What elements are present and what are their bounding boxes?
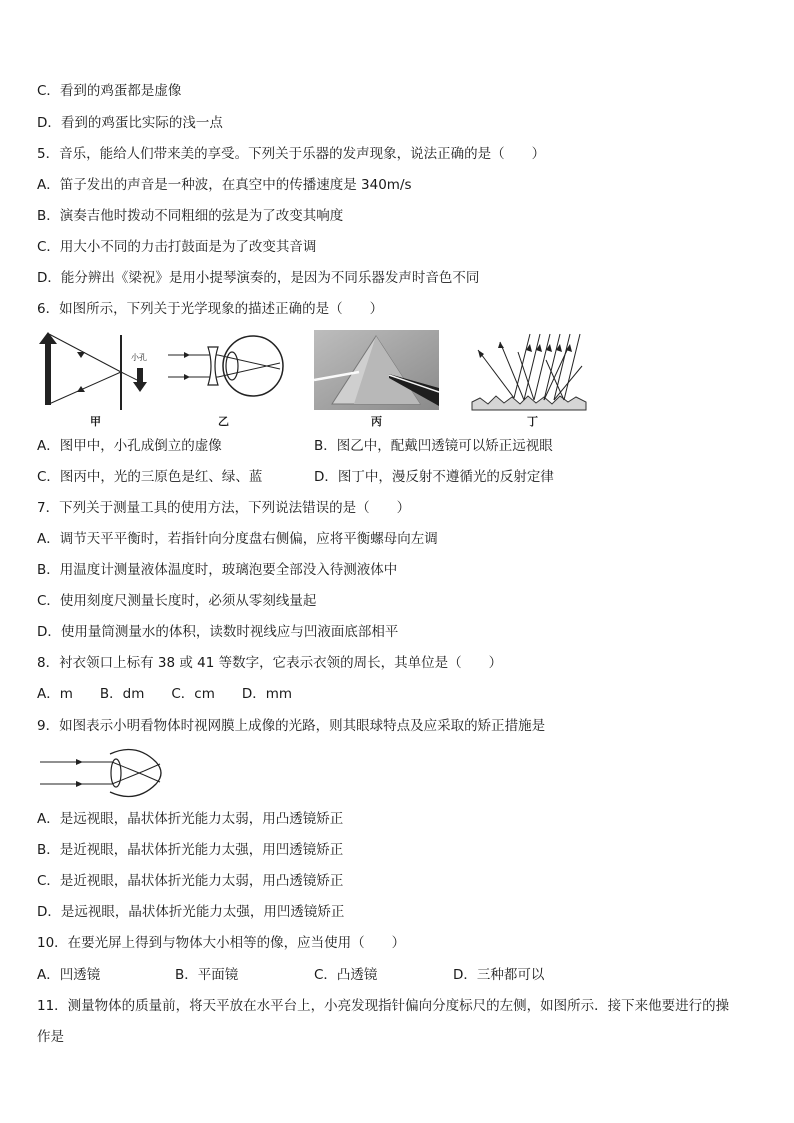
q9-option-d: D．是远视眼，晶状体折光能力太强，用凹透镜矫正	[37, 904, 345, 920]
q9-option-a: A．是远视眼，晶状体折光能力太弱，用凸透镜矫正	[37, 811, 344, 827]
inverted-arrow-image	[133, 368, 147, 392]
upright-arrow-object	[39, 332, 57, 405]
figure-bing-prism	[314, 330, 439, 410]
q6-option-d: D．图丁中，漫反射不遵循光的反射定律	[314, 469, 554, 485]
figure-label-jia: 甲	[90, 415, 101, 428]
q11-stem-continued: 作是	[37, 1029, 64, 1045]
figure-label-yi: 乙	[218, 415, 229, 428]
q5-option-d: D．能分辨出《梁祝》是用小提琴演奏的，是因为不同乐器发声时音色不同	[37, 270, 480, 286]
light-ray	[49, 372, 121, 404]
q9-option-b: B．是近视眼，晶状体折光能力太强，用凹透镜矫正	[37, 842, 344, 858]
q5-stem: 5．音乐，能给人们带来美的享受。下列关于乐器的发声现象，说法正确的是（ ）	[37, 146, 546, 162]
q6-option-b: B．图乙中，配戴凹透镜可以矫正远视眼	[314, 438, 553, 454]
light-ray	[49, 334, 121, 372]
q9-option-c: C．是近视眼，晶状体折光能力太弱，用凸透镜矫正	[37, 873, 344, 889]
q4-option-d: D．看到的鸡蛋比实际的浅一点	[37, 115, 223, 131]
figure-ding-diffuse-reflection	[470, 330, 588, 412]
q8-stem: 8．衬衣领口上标有 38 或 41 等数字，它表示衣领的周长，其单位是（ ）	[37, 655, 503, 671]
q10-option-a: A．凹透镜	[37, 967, 101, 983]
eyeball	[223, 336, 283, 396]
figure-yi-eye-lens	[168, 333, 288, 403]
q5-option-c: C．用大小不同的力击打鼓面是为了改变其音调	[37, 239, 317, 255]
q11-stem: 11．测量物体的质量前，将天平放在水平台上，小亮发现指针偏向分度标尺的左侧，如图所示．接下来他要进行的操	[37, 998, 730, 1014]
q10-option-c: C．凸透镜	[314, 967, 378, 983]
q7-stem: 7．下列关于测量工具的使用方法，下列说法错误的是（ ）	[37, 500, 411, 516]
q6-option-a: A．图甲中，小孔成倒立的虚像	[37, 438, 222, 454]
eyeball	[110, 750, 161, 797]
small-hole-label: 小孔	[131, 353, 147, 362]
q5-option-b: B．演奏吉他时拨动不同粗细的弦是为了改变其响度	[37, 208, 344, 224]
concave-lens	[208, 347, 218, 385]
figure-jia-pinhole	[37, 330, 165, 412]
figure-q9-eye	[40, 748, 166, 800]
q7-option-d: D．使用量筒测量水的体积，读数时视线应与凹液面底部相平	[37, 624, 399, 640]
q10-option-d: D．三种都可以	[453, 967, 545, 983]
q7-option-a: A．调节天平平衡时，若指针向分度盘右侧偏，应将平衡螺母向左调	[37, 531, 438, 547]
q8-options: A．m B．dm C．cm D．mm	[37, 686, 293, 702]
q5-option-a: A．笛子发出的声音是一种波，在真空中的传播速度是 340m/s	[37, 177, 412, 193]
q6-stem: 6．如图所示，下列关于光学现象的描述正确的是（ ）	[37, 301, 384, 317]
rough-surface	[472, 396, 586, 410]
q6-option-c: C．图丙中，光的三原色是红、绿、蓝	[37, 469, 263, 485]
crystalline-lens	[226, 352, 238, 380]
q7-option-c: C．使用刻度尺测量长度时，必须从零刻线量起	[37, 593, 317, 609]
q4-option-c: C．看到的鸡蛋都是虚像	[37, 83, 182, 99]
q10-option-b: B．平面镜	[175, 967, 239, 983]
q7-option-b: B．用温度计测量液体温度时，玻璃泡要全部没入待测液体中	[37, 562, 398, 578]
figure-label-bing: 丙	[371, 415, 382, 428]
q9-stem: 9．如图表示小明看物体时视网膜上成像的光路，则其眼球特点及应采取的矫正措施是	[37, 718, 546, 734]
figure-label-ding: 丁	[527, 415, 538, 428]
q10-stem: 10．在要光屏上得到与物体大小相等的像，应当使用（ ）	[37, 935, 406, 951]
